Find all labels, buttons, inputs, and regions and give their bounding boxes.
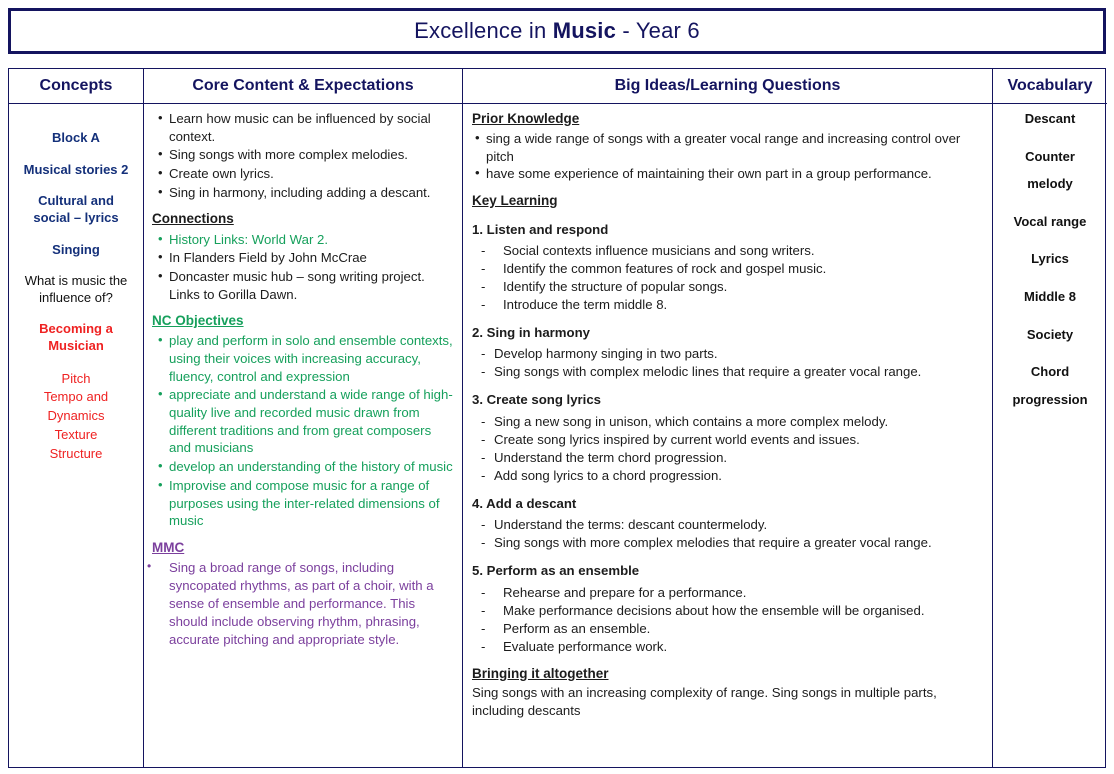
key-learning-item: - Add song lyrics to a chord progression.	[494, 467, 986, 485]
concepts-becoming-line2: Musician	[48, 338, 104, 353]
key-learning-section-title: 2. Sing in harmony	[472, 324, 590, 340]
vocabulary-item: Descant	[1024, 111, 1076, 126]
key-learning-item: - Rehearse and prepare for a performance.	[503, 584, 986, 602]
key-learning-item: - Develop harmony singing in two parts.	[494, 345, 986, 363]
expectation-item: • Create own lyrics.	[169, 165, 454, 183]
curriculum-table	[8, 68, 1106, 768]
nc-objectives-heading: NC Objectives	[152, 313, 244, 329]
title-suffix: - Year 6	[616, 18, 700, 43]
concepts-becoming-line1: Becoming a	[39, 321, 113, 337]
nc-objective-item: • appreciate and understand a wide range of high-quality live and recorded music drawn from different traditions and from great composers and musicians	[169, 386, 454, 457]
concepts-elements-group	[17, 370, 135, 464]
column-header-big-ideas-label: Big Ideas/Learning Questions	[614, 77, 841, 94]
key-learning-section-title: 3. Create song lyrics	[472, 392, 602, 408]
concepts-skill: Singing	[52, 241, 100, 257]
key-learning-item: - Understand the terms: descant countermelody.	[494, 516, 986, 534]
expectation-item: • Sing in harmony, including adding a descant.	[169, 184, 454, 202]
vocabulary-item: Chord	[1030, 364, 1070, 380]
big-ideas-cell	[463, 104, 993, 767]
expectation-item: • Learn how music can be influenced by social context.	[169, 110, 454, 145]
key-learning-item: - Sing songs with more complex melodies that require a greater vocal range.	[494, 534, 986, 552]
column-header-vocabulary-label: Vocabulary	[1007, 77, 1093, 94]
key-learning-section-list	[472, 584, 986, 656]
key-learning-item: - Perform as an ensemble.	[503, 620, 986, 638]
mmc-item: • Sing a broad range of songs, including syncopated rhythms, as part of a choir, with a sense of ensemble and performance. This should include observing rhythm, phrasing, accurate pitching and appropriate style.	[169, 559, 454, 649]
mmc-list	[152, 559, 454, 649]
prior-knowledge-item: • have some experience of maintaining their own part in a group performance.	[486, 165, 986, 183]
prior-knowledge-heading: Prior Knowledge	[472, 111, 580, 126]
vocabulary-item: melody	[1027, 176, 1073, 192]
key-learning-item: - Social contexts influence musicians and song writers.	[503, 242, 986, 260]
concepts-question-line1: What is music the	[24, 273, 128, 289]
vocabulary-item: progression	[1012, 391, 1088, 407]
key-learning-section-title: 5. Perform as an ensemble	[472, 563, 640, 579]
core-content-cell	[144, 104, 463, 767]
vocabulary-item: Middle 8	[1023, 288, 1076, 304]
prior-knowledge-list	[472, 130, 986, 183]
key-learning-item: - Identify the structure of popular songs.	[503, 278, 986, 296]
concepts-block: Block A	[52, 130, 100, 145]
concepts-skill-group	[17, 242, 135, 259]
expectation-item: • Sing songs with more complex melodies.	[169, 146, 454, 164]
concepts-unit-group	[17, 162, 135, 179]
connections-heading: Connections	[152, 211, 234, 227]
concepts-cell	[9, 104, 144, 767]
column-header-concepts-label: Concepts	[39, 77, 113, 94]
key-learning-item: - Make performance decisions about how the ensemble will be organised.	[503, 602, 986, 620]
title-subject: Music	[552, 18, 617, 43]
connection-item: • Doncaster music hub – song writing project. Links to Gorilla Dawn.	[169, 268, 454, 303]
vocabulary-item: Society	[1026, 326, 1074, 342]
column-header-big-ideas	[463, 69, 993, 104]
concepts-element: Structure	[49, 446, 103, 461]
key-learning-item: - Sing songs with complex melodic lines that require a greater vocal range.	[494, 363, 986, 381]
concepts-element: Tempo and	[43, 389, 109, 405]
concepts-question-line2: influence of?	[39, 289, 113, 305]
vocabulary-item: Counter	[1025, 148, 1075, 164]
key-learning-item: - Introduce the term middle 8.	[503, 296, 986, 314]
vocabulary-item: Lyrics	[1031, 251, 1069, 267]
nc-objective-item: • Improvise and compose music for a range of purposes using the inter-related dimensions of music	[169, 477, 454, 530]
concepts-becoming-group	[17, 321, 135, 354]
nc-objectives-list	[152, 332, 454, 530]
connections-list	[152, 231, 454, 304]
key-learning-heading: Key Learning	[472, 192, 558, 208]
key-learning-item: - Evaluate performance work.	[503, 638, 986, 656]
page-title	[414, 18, 700, 44]
concepts-element: Texture	[54, 427, 98, 443]
prior-knowledge-item: • sing a wide range of songs with a greater vocal range and increasing control over pitch	[486, 130, 986, 165]
concepts-element: Pitch	[61, 370, 91, 386]
key-learning-section-title: 4. Add a descant	[472, 495, 577, 511]
concepts-theme-line2: social – lyrics	[33, 209, 119, 225]
concepts-question-group	[17, 273, 135, 306]
key-learning-item: - Create song lyrics inspired by current world events and issues.	[494, 431, 986, 449]
vocabulary-item: Vocal range	[1013, 213, 1087, 229]
concepts-theme-line1: Cultural and	[38, 193, 114, 209]
page-title-banner	[8, 8, 1106, 54]
key-learning-section-list	[472, 516, 986, 552]
key-learning-section-title: 1. Listen and respond	[472, 221, 609, 237]
key-learning-section-list	[472, 413, 986, 485]
bringing-it-altogether-text: Sing songs with an increasing complexity of range. Sing songs in multiple parts, including descants	[472, 685, 937, 719]
column-header-core-content	[144, 69, 463, 104]
column-header-vocabulary	[993, 69, 1107, 104]
key-learning-item: - Understand the term chord progression.	[494, 449, 986, 467]
key-learning-item: - Identify the common features of rock and gospel music.	[503, 260, 986, 278]
bringing-it-altogether-heading: Bringing it altogether	[472, 665, 609, 681]
nc-objective-item: • play and perform in solo and ensemble contexts, using their voices with increasing accuracy, fluency, control and expression	[169, 332, 454, 385]
vocabulary-cell	[993, 104, 1107, 767]
title-prefix: Excellence in	[414, 18, 553, 43]
key-learning-item: - Sing a new song in unison, which contains a more complex melody.	[494, 413, 986, 431]
expectations-list	[152, 110, 454, 201]
concepts-unit: Musical stories 2	[23, 161, 129, 177]
concepts-block-group	[17, 130, 135, 147]
concepts-element: Dynamics	[47, 408, 105, 424]
key-learning-section-list	[472, 345, 986, 381]
connection-item: • In Flanders Field by John McCrae	[169, 249, 454, 267]
concepts-theme-group	[17, 193, 135, 226]
key-learning-section-list	[472, 242, 986, 314]
column-header-core-content-label: Core Content & Expectations	[192, 77, 414, 94]
section-spacer	[472, 656, 986, 665]
nc-objective-item: • develop an understanding of the history of music	[169, 458, 454, 476]
connection-item: • History Links: World War 2.	[169, 231, 454, 249]
column-header-concepts	[9, 69, 144, 104]
mmc-heading: MMC	[152, 539, 185, 555]
